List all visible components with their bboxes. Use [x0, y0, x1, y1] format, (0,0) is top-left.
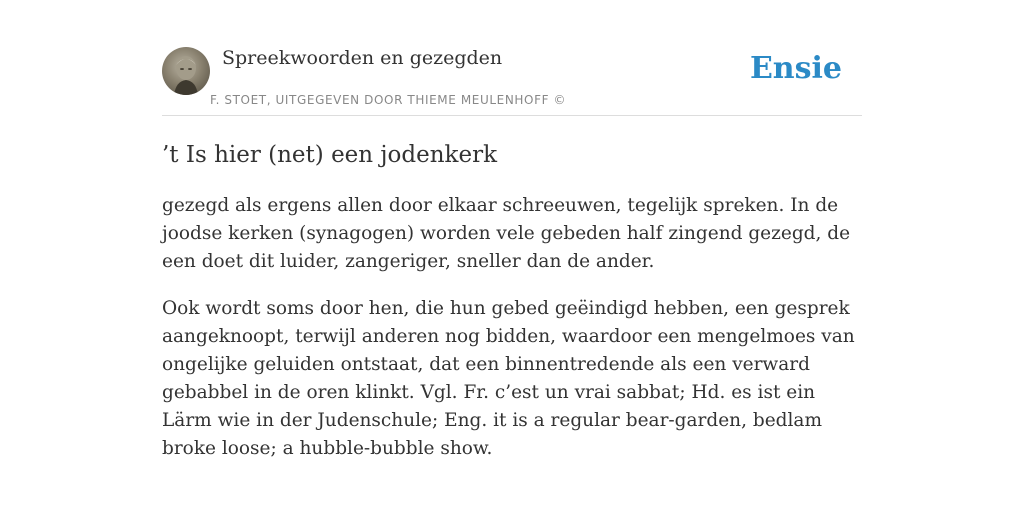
entry-title: ’t Is hier (net) een jodenkerk [162, 142, 498, 168]
source-byline: F. STOET, UITGEGEVEN DOOR THIEME MEULENHOFF © [210, 93, 567, 107]
portrait-icon [162, 47, 210, 95]
entry-paragraph: Ook wordt soms door hen, die hun gebed geëindigd hebben, een gesprek aangeknoopt, terwijl anderen nog bidden, waardoor een mengelmoes van ongelijke geluiden ontstaat, dat een binnentredende als een verward gebabbel in de oren klinkt. Vgl. Fr. c’est un vrai sabbat; Hd. es ist ein Lärm wie in der Judenschule; Eng. it is a regular bear-garden, bedlam broke loose; a hubble-bubble show. [162, 298, 855, 459]
entry-header [162, 40, 862, 116]
author-avatar [162, 47, 210, 95]
entry-paragraph: gezegd als ergens allen door elkaar schreeuwen, tegelijk spreken. In de joodse kerken (synagogen) worden vele gebeden half zingend gezegd, de een doet dit luider, zangeriger, sneller dan de ander. [162, 195, 851, 272]
source-title[interactable]: Spreekwoorden en gezegden [222, 47, 503, 69]
entry-card [162, 40, 862, 463]
entry-body [162, 192, 862, 463]
ensie-logo[interactable]: Ensie [749, 51, 842, 86]
